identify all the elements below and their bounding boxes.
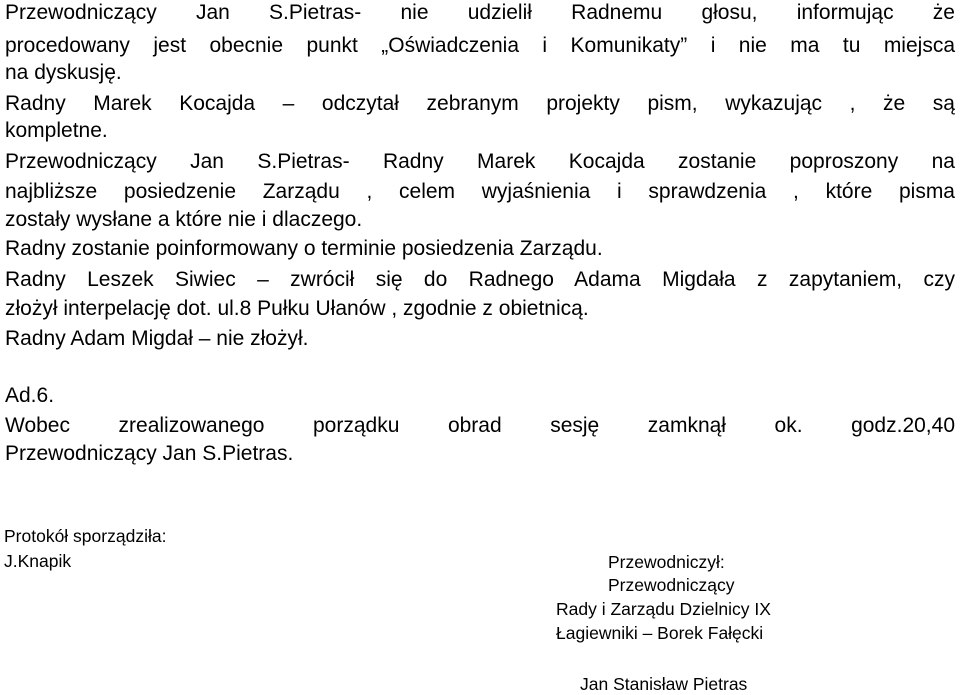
body-line-1: Przewodniczący Jan S.Pietras- nie udzielił Radnemu głosu, informując że (5, 1, 955, 24)
body-line-9: Radny zostanie poinformowany o terminie posiedzenia Zarządu. (5, 237, 603, 260)
body-line-5: kompletne. (5, 119, 108, 142)
chair-name: Jan Stanisław Pietras (580, 674, 748, 694)
body-line-7: najbliższe posiedzenie Zarządu , celem wyjaśnienia i sprawdzenia , które pisma (5, 180, 955, 203)
body-line-6: Przewodniczący Jan S.Pietras- Radny Marek Kocajda zostanie poproszony na (5, 150, 955, 173)
chair-title-2: Rady i Zarządu Dzielnicy IX (556, 599, 771, 619)
chair-label: Przewodniczył: (608, 552, 725, 572)
recorder-label: Protokół sporządziła: (4, 526, 167, 546)
chair-title-1: Przewodniczący (608, 575, 735, 595)
body-line-2: procedowany jest obecnie punkt „Oświadczenia i Komunikaty” i nie ma tu miejsca (5, 34, 955, 57)
body-line-8: zostały wysłane a które nie i dlaczego. (5, 208, 363, 231)
body-line-10: Radny Leszek Siwiec – zwrócił się do Radnego Adama Migdała z zapytaniem, czy (5, 268, 955, 291)
recorder-name: J.Knapik (4, 551, 72, 571)
body-line-4: Radny Marek Kocajda – odczytał zebranym projekty pism, wykazując , że są (5, 92, 955, 115)
closing-signoff: Przewodniczący Jan S.Pietras. (5, 442, 294, 465)
body-line-3: na dyskusję. (5, 61, 122, 84)
section-heading-ad6: Ad.6. (5, 384, 55, 407)
chair-title-3: Łagiewniki – Borek Fałęcki (556, 623, 764, 643)
body-line-11: złożył interpelację dot. ul.8 Pułku Ułanów , zgodnie z obietnicą. (5, 297, 589, 320)
body-line-12: Radny Adam Migdał – nie złożył. (5, 327, 309, 350)
closing-line: Wobec zrealizowanego porządku obrad sesję zamknął ok. godz.20,40 (5, 414, 955, 437)
